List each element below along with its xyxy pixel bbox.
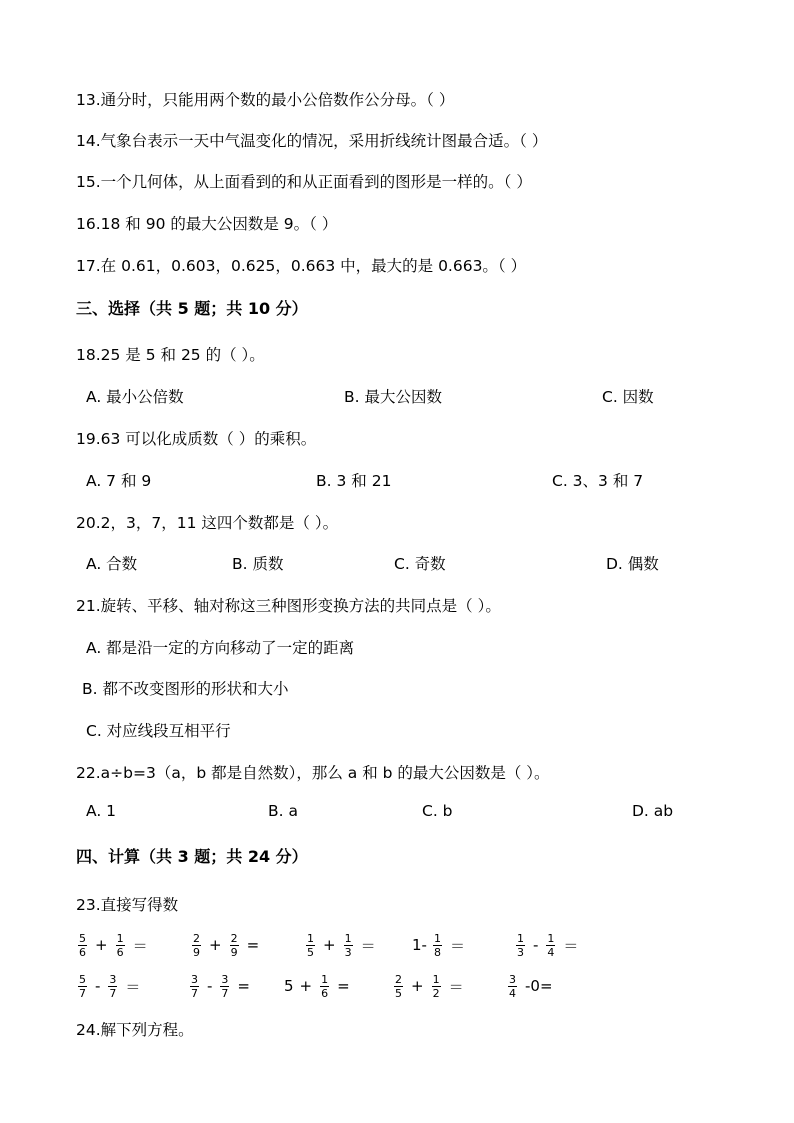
q19-option-a: A. 7 和 9 — [86, 472, 152, 490]
expr-3: $\frac{1}{5}$ + $\frac{1}{3}$ ＝ — [307, 931, 376, 959]
question-18: 18.25 是 5 和 25 的（ ）。 — [76, 346, 265, 364]
q22-option-b: B. a — [268, 802, 298, 820]
question-13: 13.通分时，只能用两个数的最小公倍数作公分母。（ ） — [76, 91, 455, 109]
fraction: $\frac{3}{4}$ — [509, 972, 516, 1000]
expr-4: 1- $\frac{1}{8}$ ＝ — [412, 931, 465, 959]
expr-5: $\frac{1}{3}$ - $\frac{1}{4}$ ＝ — [517, 931, 579, 959]
q18-option-a: A. 最小公倍数 — [86, 388, 184, 406]
fraction: $\frac{1}{2}$ — [432, 972, 440, 1000]
calc-row-1 — [76, 925, 716, 965]
q21-option-a: A. 都是沿一定的方向移动了一定的距离 — [86, 639, 355, 657]
q19-option-b: B. 3 和 21 — [316, 472, 392, 490]
question-17: 17.在 0.61，0.603，0.625，0.663 中，最大的是 0.663。（ ） — [76, 257, 527, 275]
fraction: $\frac{1}{6}$ — [116, 931, 124, 959]
calc-row-2 — [76, 966, 716, 1006]
section-heading-calculation: 四、计算（共 3 题；共 24 分） — [76, 847, 308, 866]
fraction: $\frac{1}{5}$ — [307, 931, 314, 959]
q22-option-c: C. b — [422, 802, 453, 820]
question-23-title: 23.直接写得数 — [76, 896, 179, 914]
fraction: $\frac{3}{7}$ — [191, 972, 198, 1000]
expr-10: $\frac{3}{4}$ -0= — [509, 972, 553, 1000]
question-19: 19.63 可以化成质数（ ）的乘积。 — [76, 430, 317, 448]
q22-option-d: D. ab — [632, 802, 674, 820]
question-22: 22.a÷b=3（a，b 都是自然数），那么 a 和 b 的最大公因数是（ ）。 — [76, 764, 550, 782]
question-14: 14.气象台表示一天中气温变化的情况，采用折线统计图最合适。（ ） — [76, 132, 548, 150]
question-21: 21.旋转、平移、轴对称这三种图形变换方法的共同点是（ ）。 — [76, 597, 501, 615]
fraction: $\frac{1}{6}$ — [321, 972, 329, 1000]
question-15: 15.一个几何体，从上面看到的和从正面看到的图形是一样的。（ ） — [76, 173, 532, 191]
fraction: $\frac{3}{7}$ — [221, 972, 229, 1000]
fraction: $\frac{2}{9}$ — [230, 931, 238, 959]
fraction: $\frac{1}{4}$ — [547, 931, 555, 959]
expr-1: $\frac{5}{6}$ + $\frac{1}{6}$ ＝ — [79, 931, 148, 959]
question-16: 16.18 和 90 的最大公因数是 9。（ ） — [76, 215, 338, 233]
q20-option-d: D. 偶数 — [606, 555, 659, 573]
fraction: $\frac{1}{3}$ — [344, 931, 352, 959]
q20-option-b: B. 质数 — [232, 555, 284, 573]
fraction: $\frac{1}{3}$ — [517, 931, 524, 959]
q21-option-c: C. 对应线段互相平行 — [86, 722, 231, 740]
q20-option-a: A. 合数 — [86, 555, 138, 573]
expr-9: $\frac{2}{5}$ + $\frac{1}{2}$ ＝ — [395, 972, 464, 1000]
expr-7: $\frac{3}{7}$ - $\frac{3}{7}$ = — [191, 972, 250, 1000]
expr-8: 5 + $\frac{1}{6}$ = — [284, 972, 350, 1000]
fraction: $\frac{5}{6}$ — [79, 931, 86, 959]
q21-option-b: B. 都不改变图形的形状和大小 — [82, 680, 289, 698]
fraction: $\frac{2}{9}$ — [193, 931, 200, 959]
question-24: 24.解下列方程。 — [76, 1021, 194, 1039]
fraction: $\frac{3}{7}$ — [109, 972, 117, 1000]
expr-2: $\frac{2}{9}$ + $\frac{2}{9}$ = — [193, 931, 260, 959]
fraction: $\frac{5}{7}$ — [79, 972, 86, 1000]
fraction: $\frac{1}{8}$ — [433, 931, 441, 959]
q22-option-a: A. 1 — [86, 802, 117, 820]
expr-6: $\frac{5}{7}$ - $\frac{3}{7}$ ＝ — [79, 972, 141, 1000]
section-heading-choice: 三、选择（共 5 题；共 10 分） — [76, 299, 308, 318]
q18-option-c: C. 因数 — [602, 388, 654, 406]
question-20: 20.2，3，7，11 这四个数都是（ ）。 — [76, 514, 339, 532]
fraction: $\frac{2}{5}$ — [395, 972, 402, 1000]
q20-option-c: C. 奇数 — [394, 555, 446, 573]
q18-option-b: B. 最大公因数 — [344, 388, 442, 406]
q19-option-c: C. 3、3 和 7 — [552, 472, 644, 490]
